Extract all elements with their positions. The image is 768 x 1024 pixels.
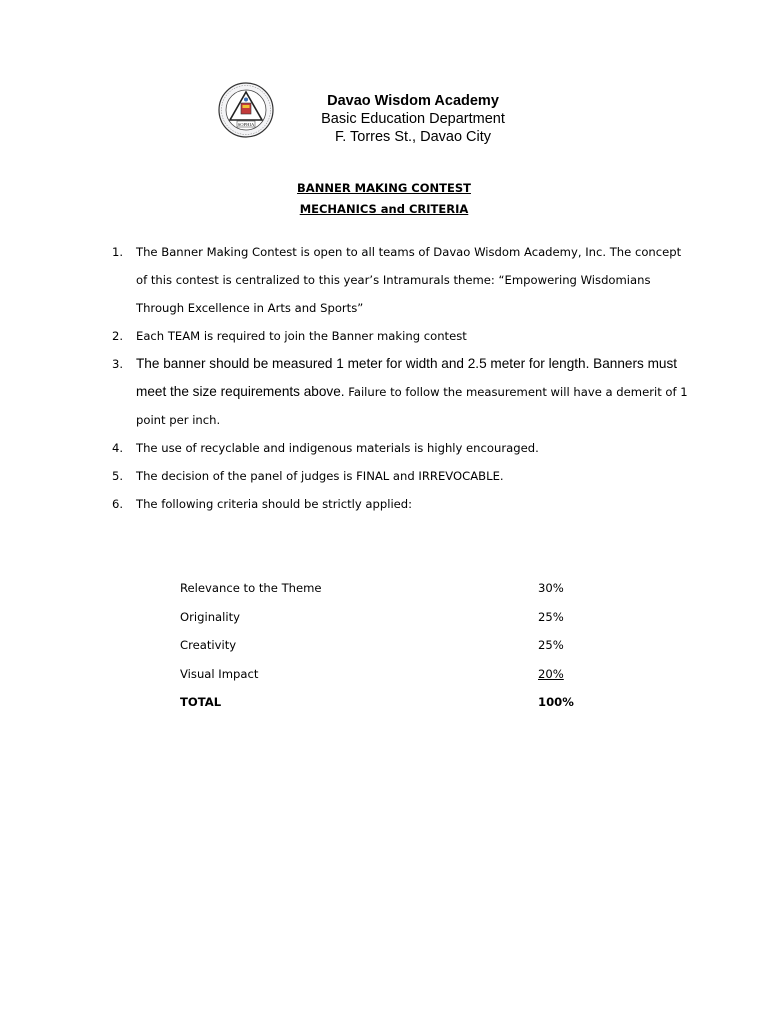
item-number: 3. <box>112 357 124 371</box>
list-item <box>112 350 692 434</box>
criteria-weight: 25% <box>538 609 564 624</box>
criteria-weight: 30% <box>538 581 564 595</box>
list-item <box>112 322 692 350</box>
item-number: 6. <box>112 497 124 511</box>
criteria-label: Creativity <box>180 638 237 652</box>
seal-text: SOPHIA <box>237 121 255 127</box>
criteria-label: Relevance to the Theme <box>180 581 322 595</box>
item-text: The following criteria should be strictly applied: <box>136 497 413 511</box>
total-label: TOTAL <box>180 695 222 709</box>
school-seal-icon <box>218 82 274 138</box>
total-value: 100% <box>538 695 574 709</box>
item-number: 1. <box>112 245 124 259</box>
item-number: 5. <box>112 469 124 483</box>
list-item <box>112 490 692 518</box>
letterhead-text <box>288 92 538 146</box>
list-item <box>112 238 692 322</box>
school-address: F. Torres St., Davao City <box>334 129 492 145</box>
criteria-total-row <box>180 688 600 717</box>
item-text: The use of recyclable and indigenous materials is highly encouraged. <box>136 441 539 455</box>
criteria-row <box>180 660 600 689</box>
school-name: Davao Wisdom Academy <box>327 93 499 109</box>
criteria-label: Visual Impact <box>180 666 259 681</box>
department-name: Basic Education Department <box>321 111 505 127</box>
item-text-tail: Failure to follow the measurement will have a demerit of 1 point per inch. <box>136 385 688 427</box>
mechanics-list <box>112 238 692 518</box>
criteria-row <box>180 574 600 603</box>
item-number: 4. <box>112 441 124 455</box>
item-number: 2. <box>112 329 124 343</box>
title-line-2: MECHANICS and CRITERIA <box>299 202 469 216</box>
criteria-row <box>180 631 600 660</box>
criteria-row <box>180 603 600 632</box>
document-title <box>0 178 768 220</box>
criteria-label: Originality <box>180 609 240 624</box>
criteria-weight: 25% <box>538 638 564 652</box>
list-item <box>112 434 692 462</box>
item-text: The Banner Making Contest is open to all teams of Davao Wisdom Academy, Inc. The concept of this contest is centralized to this year’s Intramurals theme: “Empowering Wisdomians Through Excellence in Arts and Sports” <box>136 245 682 315</box>
item-text: The banner should be measured 1 meter for width and 2.5 meter for length. Banners must meet the size requirements above. <box>136 356 678 399</box>
criteria-weight: 20% <box>538 666 564 681</box>
item-text: Each TEAM is required to join the Banner making contest <box>136 329 467 343</box>
letterhead <box>218 80 538 150</box>
list-item <box>112 462 692 490</box>
criteria-table <box>180 574 600 717</box>
title-line-1: BANNER MAKING CONTEST <box>297 181 471 195</box>
item-text: The decision of the panel of judges is FINAL and IRREVOCABLE. <box>136 469 504 483</box>
